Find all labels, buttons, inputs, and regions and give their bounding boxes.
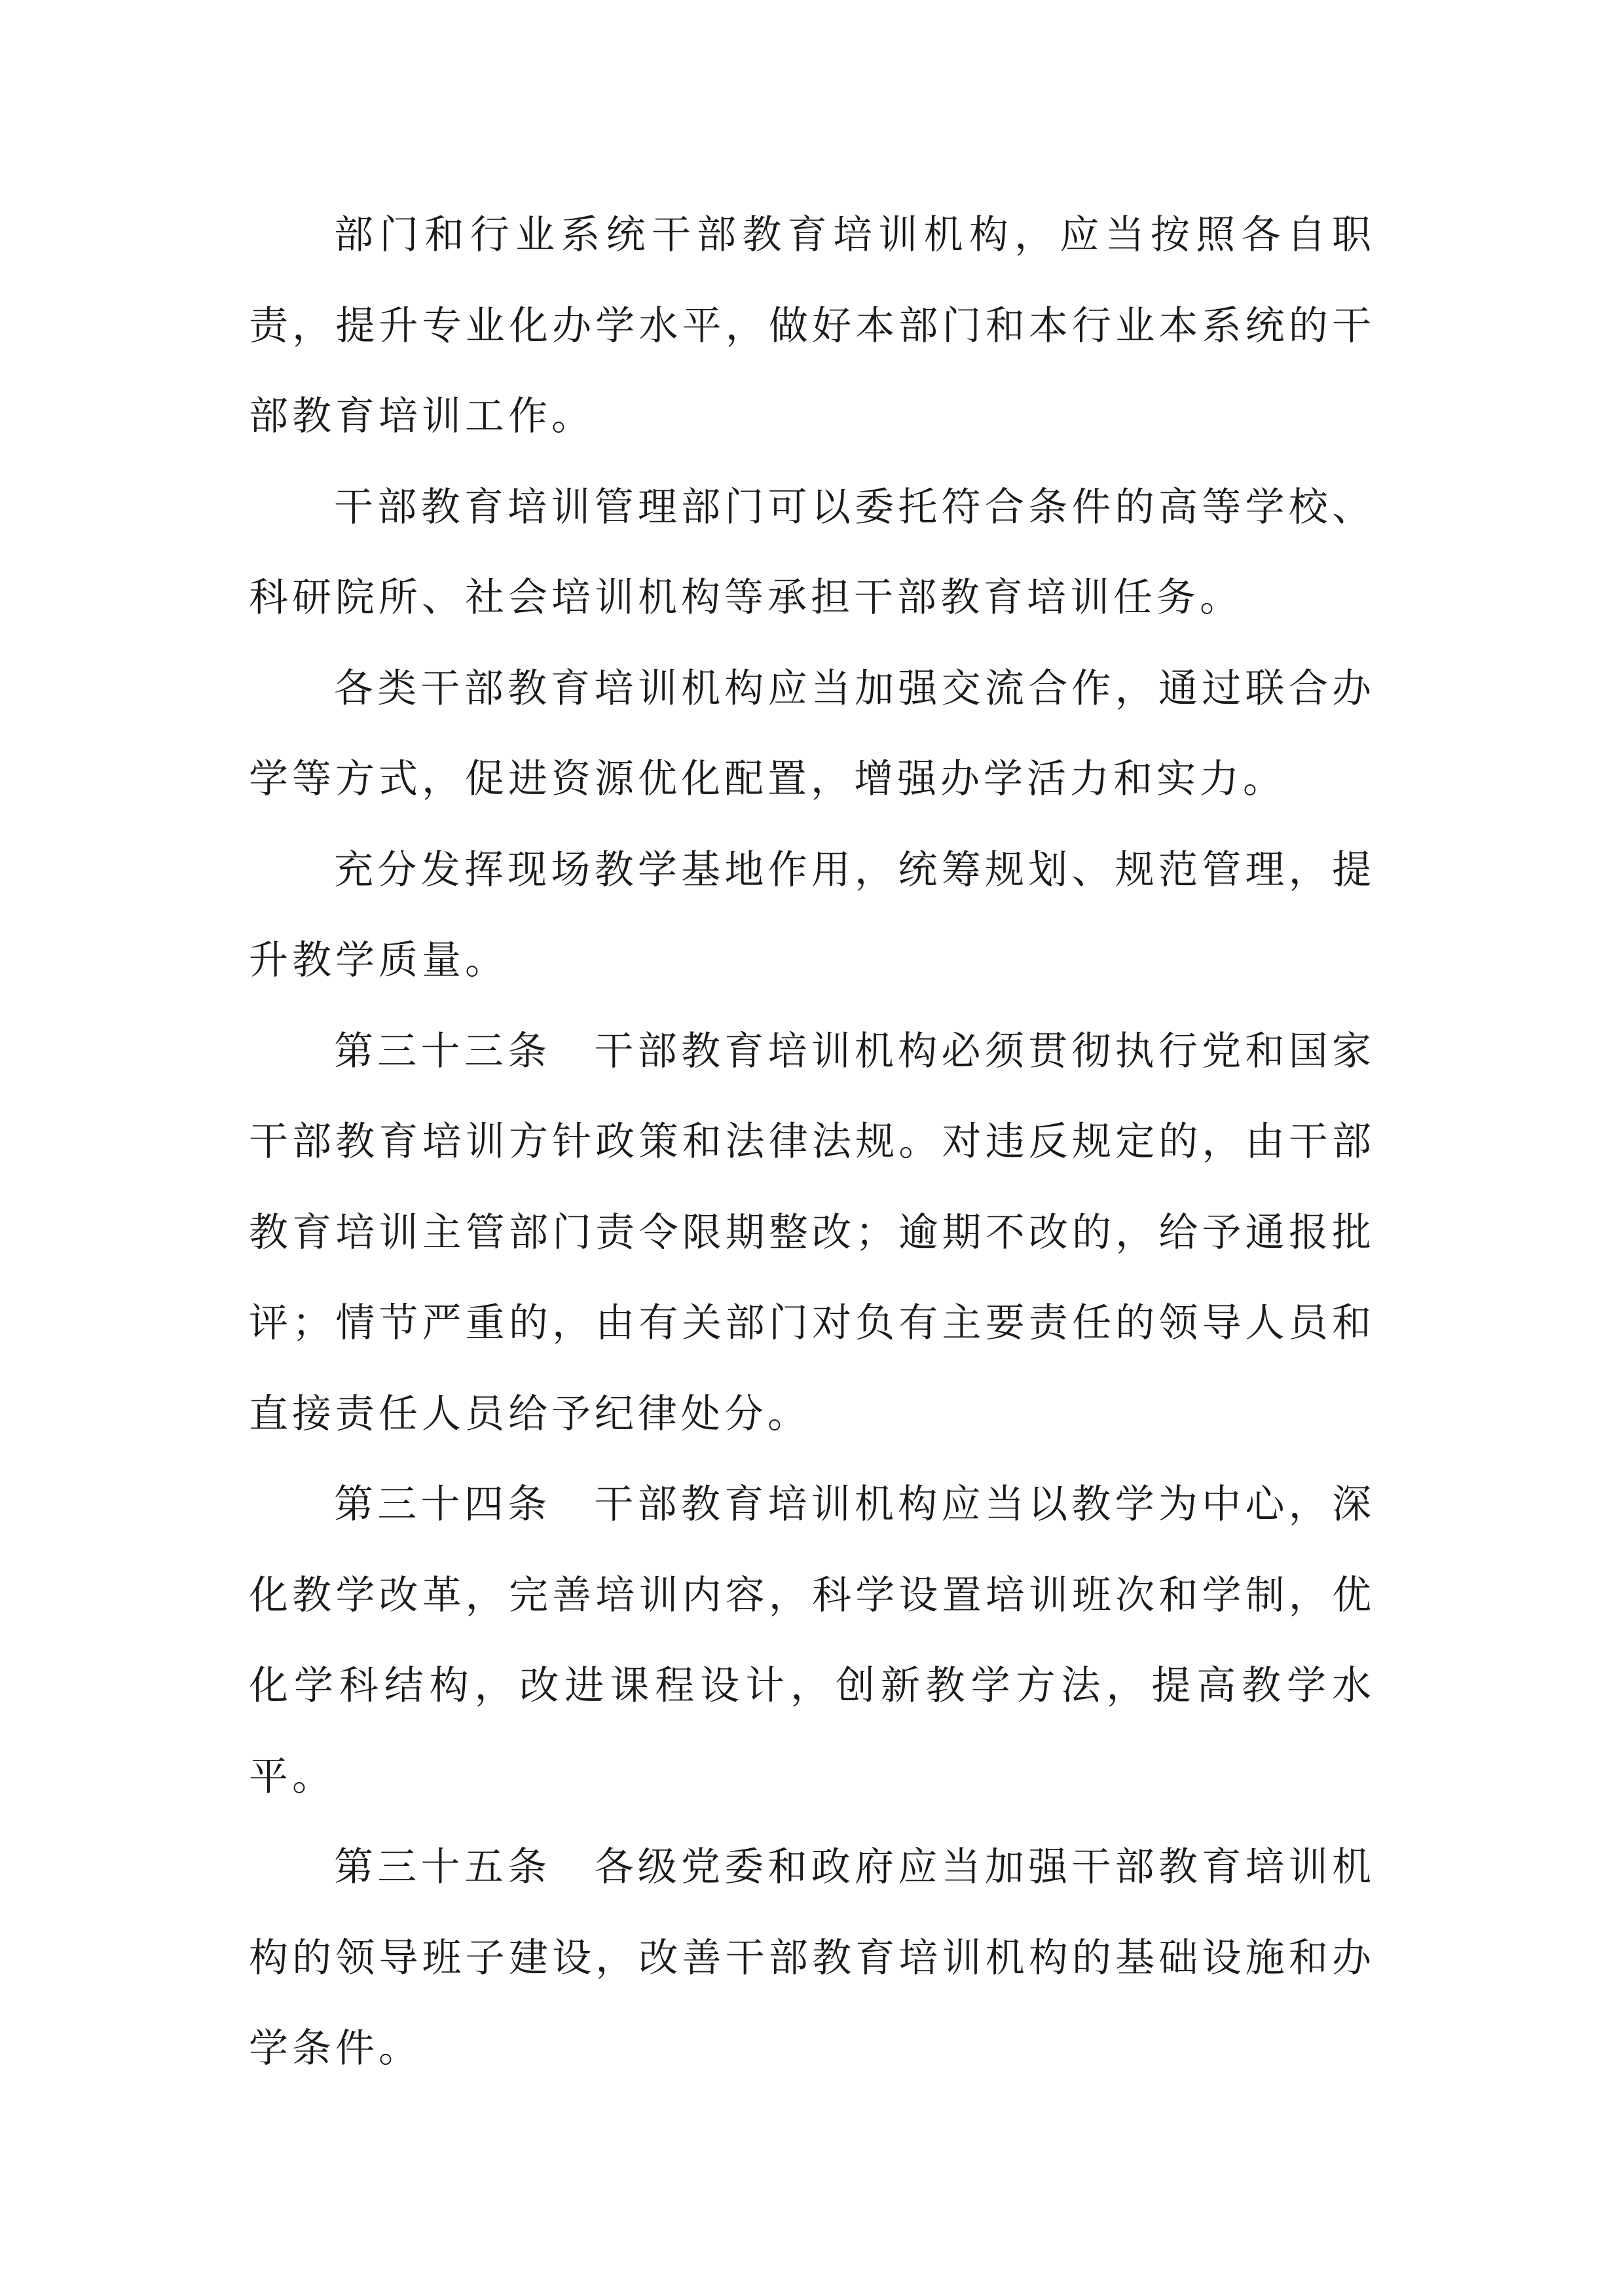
paragraph-text: 干部教育培训机构必须贯彻执行党和国家干部教育培训方针政策和法律法规。对违反规定的，由干部教育培训主管部门责令限期整改；逾期不改的，给予通报批评；情节严重的，由有关部门对负有主要责任的领导人员和直接责任人员给予纪律处分。 bbox=[249, 1028, 1376, 1437]
paragraph-text: 各类干部教育培训机构应当加强交流合作，通过联合办学等方式，促进资源优化配置，增强办学活力和实力。 bbox=[249, 665, 1375, 802]
paragraph bbox=[249, 462, 1375, 644]
paragraph-text: 各级党委和政府应当加强干部教育培训机构的领导班子建设，改善干部教育培训机构的基础设施和办学条件。 bbox=[249, 1844, 1376, 2071]
article-paragraph bbox=[249, 1459, 1375, 1822]
paragraph-text: 干部教育培训机构应当以教学为中心，深化教学改革，完善培训内容，科学设置培训班次和学制，优化学科结构，改进课程设计，创新教学方法，提高教学水平。 bbox=[249, 1482, 1376, 1800]
article-number: 第三十三条 bbox=[334, 1028, 551, 1074]
article-paragraph bbox=[249, 1822, 1375, 2094]
article-paragraph bbox=[249, 1006, 1375, 1460]
paragraph-text: 充分发挥现场教学基地作用，统筹规划、规范管理，提升教学质量。 bbox=[249, 847, 1375, 983]
paragraph-text: 部门和行业系统干部教育培训机构，应当按照各自职责，提升专业化办学水平，做好本部门和本行业本系统的干部教育培训工作。 bbox=[249, 212, 1375, 439]
document-body bbox=[249, 190, 1375, 2094]
paragraph-text: 干部教育培训管理部门可以委托符合条件的高等学校、科研院所、社会培训机构等承担干部教育培训任务。 bbox=[249, 484, 1375, 621]
paragraph bbox=[249, 190, 1375, 462]
paragraph bbox=[249, 644, 1375, 825]
article-number: 第三十五条 bbox=[334, 1844, 551, 1890]
paragraph bbox=[249, 825, 1375, 1006]
article-number: 第三十四条 bbox=[334, 1482, 551, 1527]
